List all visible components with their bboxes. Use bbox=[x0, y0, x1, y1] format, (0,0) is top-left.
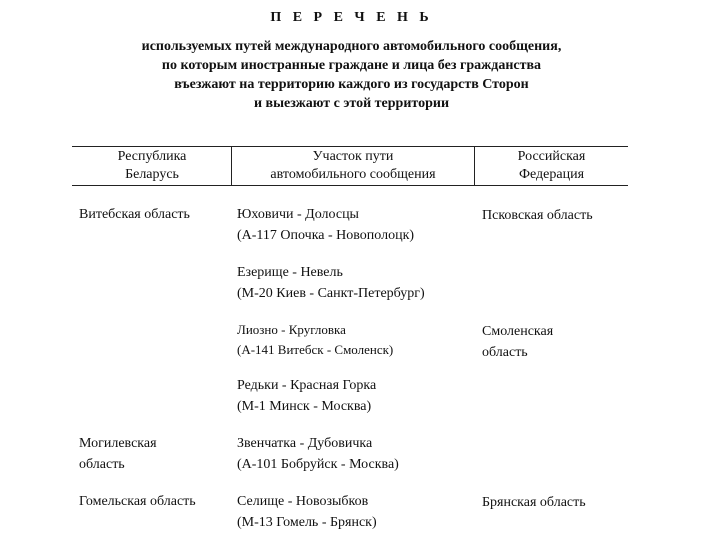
header-route: Участок пути автомобильного сообщения bbox=[270, 149, 436, 182]
cell-route: Звенчатка - Дубовичка (А-101 Бобруйск - Москва) bbox=[237, 436, 399, 472]
header-russia: Российская Федерация bbox=[517, 149, 586, 182]
cell-route: Редьки - Красная Горка (М-1 Минск - Москва) bbox=[237, 378, 377, 414]
document-title: П Е Р Е Ч Е Н Ь bbox=[270, 10, 433, 25]
cell-route: Езерище - Невель (М-20 Киев - Санкт-Петербург) bbox=[237, 265, 425, 301]
cell-belarus-region: Гомельская область bbox=[79, 494, 196, 509]
header-belarus: Республика Беларусь bbox=[117, 149, 187, 182]
cell-route: Селище - Новозыбков (М-13 Гомель - Брянск) bbox=[237, 494, 377, 530]
document-subtitle bbox=[0, 37, 703, 113]
subtitle-line: и выезжают с этой территории bbox=[253, 96, 450, 111]
cell-russia-region: Смоленская область bbox=[482, 324, 554, 360]
cell-belarus-region: Могилевская область bbox=[79, 436, 157, 472]
cell-route: Юховичи - Долосцы (А-117 Опочка - Новополоцк) bbox=[237, 207, 415, 243]
table-top-rule bbox=[72, 146, 628, 147]
subtitle-line: по которым иностранные граждане и лица без гражданства bbox=[161, 58, 542, 73]
cell-russia-region: Брянская область bbox=[482, 495, 586, 510]
cell-russia-region: Псковская область bbox=[482, 208, 593, 223]
subtitle-line: используемых путей международного автомобильного сообщения, bbox=[141, 39, 562, 54]
subtitle-line: въезжают на территорию каждого из государств Сторон bbox=[174, 77, 529, 92]
cell-belarus-region: Витебская область bbox=[79, 207, 190, 222]
table-header-rule bbox=[72, 185, 628, 186]
cell-route: Лиозно - Кругловка (А-141 Витебск - Смоленск) bbox=[237, 322, 394, 357]
